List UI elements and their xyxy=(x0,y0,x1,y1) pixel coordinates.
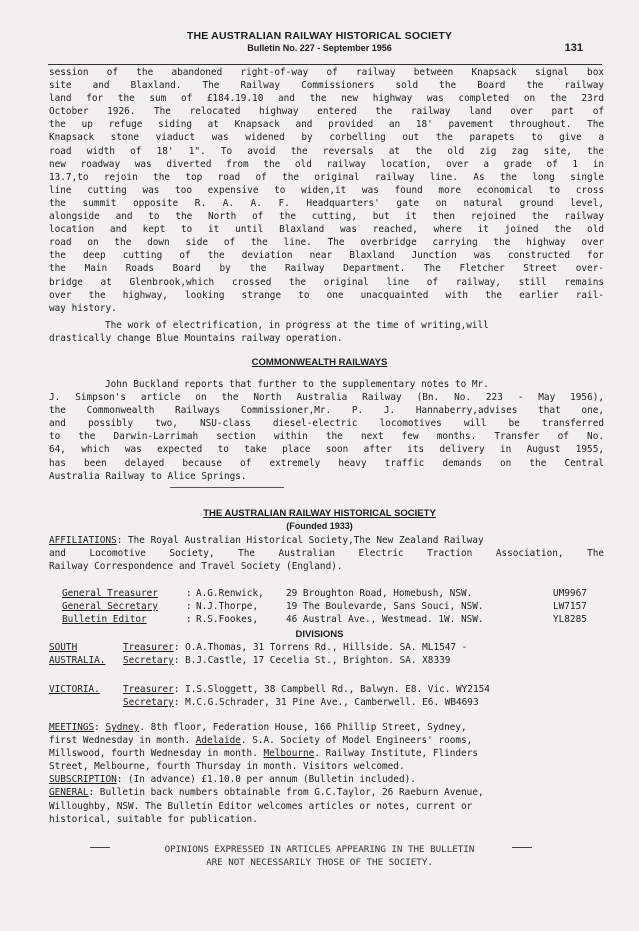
officer-phone: UM9967 xyxy=(553,588,587,599)
vic-secretary-row: Secretary: M.C.G.Schrader, 31 Pine Ave., Camberwell. E6. WB4693 xyxy=(123,697,479,708)
meetings-block: MEETINGS: Sydney. 8th floor, Federation House, 166 Phillip Street, Sydney, first Wednesday in month. Adelaide. S.A. Society of Model Engineers' rooms, Millswood, fourth Wednesday in month. Melbourne. Railway Institute, Flinders Street, Melbourne, fourth Thursday in month. Visitors welcomed. SUBSCRIPTION: (In advance) £1.10.0 per annum (Bulletin included). GENERAL: Bulletin back numbers obtainable from G.C.Taylor, 26 Raeburn Avenue, Willoughby, NSW. The Bulletin Editor welcomes articles or notes, current or historical, suitable for publication. xyxy=(49,721,604,826)
affiliations xyxy=(49,534,604,573)
officer-name: R.S.Fookes, xyxy=(196,614,259,625)
text-line: Knapsack stone viaduct was widened by corbelling out the parapets to give a xyxy=(49,132,604,144)
text-line: the Commonwealth Railways Commissioner,Mr. P. J. Hannaberry,advises that one, xyxy=(49,405,604,417)
colon: : xyxy=(186,614,192,625)
society-title: THE AUSTRALIAN RAILWAY HISTORICAL SOCIETY xyxy=(186,30,453,42)
paragraph-commonwealth xyxy=(49,378,604,483)
text-line: has been delayed because of extremely heavy traffic demands on the Central xyxy=(49,457,604,469)
officer-address: 46 Austral Ave., Westmead. 1W. NSW. xyxy=(286,614,484,625)
text-line: land for the sum of £184.19.10 and the new highway was completed on the 23rd xyxy=(49,93,604,105)
page-number: 131 xyxy=(564,42,583,54)
general-label: GENERAL xyxy=(49,787,89,799)
text-line: John Buckland reports that further to the supplementary notes to Mr. xyxy=(105,379,489,390)
text-line: location and kept to it until Blaxland was reached, where it joined the old xyxy=(49,224,604,236)
text-line: Railway Correspondence and Travel Society (England). xyxy=(49,561,343,573)
text-line: Willoughby, NSW. The Bulletin Editor welcomes articles or notes, current or xyxy=(49,800,473,812)
text-line: The work of electrification, in progress at the time of writing,will xyxy=(105,320,489,331)
page-header xyxy=(0,30,639,53)
disclaimer-line-2: ARE NOT NECESSARILY THOSE OF THE SOCIETY. xyxy=(206,857,433,868)
text-line: and possibly two, NSU-class diesel-electric locomotives will be transferred xyxy=(49,418,604,430)
text-line: 13.7,to rejoin the top road of the original railway line. As the long single xyxy=(49,171,604,183)
text-line: : The Royal Australian Historical Society,The New Zealand Railway xyxy=(116,535,484,546)
officer-address: 29 Broughton Road, Homebush, NSW. xyxy=(286,588,473,599)
officer-phone: LW7157 xyxy=(553,601,587,612)
text-line: session of the abandoned right-of-way of railway between Knapsack signal box xyxy=(49,67,604,78)
text-line: the deep cutting of the deviation near Blaxland Junction was constructed for xyxy=(49,250,604,262)
text-line: bridge at Glenbrook,which crossed the original line of railway, still remains xyxy=(49,276,604,288)
officer-name: A.G.Renwick, xyxy=(196,588,264,599)
text-line: alongside and to the North of the cutting, but it then rejoined the railway xyxy=(49,211,604,223)
text-line: the up refuge siding at Knapsack and provided an 18' pavement throughout. The xyxy=(49,119,604,131)
adelaide-label: Adelaide xyxy=(195,735,241,747)
disclaimer-dash-right xyxy=(512,847,532,848)
section-divider xyxy=(170,487,284,488)
divisions-heading: DIVISIONS xyxy=(295,629,344,640)
text-line: J. Simpson's article on the North Australia Railway (Bn. No. 223 - May 1956), xyxy=(49,392,604,404)
bulletin-number: Bulletin No. 227 - September 1956 xyxy=(247,43,392,53)
text-line: new roadway was diverted from the old railway location, over a grade of 1 in xyxy=(49,158,604,170)
sa-label-2: AUSTRALIA. xyxy=(49,655,106,666)
text-line: to the Darwin-Larrimah section within the next few months. Transfer of No. xyxy=(49,431,604,443)
header-rule xyxy=(48,64,602,65)
text-line: the Main Roads Board by the Railway Department. The Fletcher Street over- xyxy=(49,263,604,275)
text-line: Australia Railway to Alice Springs. xyxy=(49,470,247,482)
text-line: site and Blaxland. The Railway Commissioners sold the Board the railway xyxy=(49,80,604,92)
text-line: over the highway, looking strange to one unacquainted with the earlier rail- xyxy=(49,289,604,301)
text-line: line cutting was too expensive to widen,it was found more economical to cross xyxy=(49,184,604,196)
meetings-label: MEETINGS xyxy=(49,722,95,733)
sa-secretary-row: Secretary: B.J.Castle, 17 Cecelia St., Brighton. SA. X8339 xyxy=(123,655,451,666)
disclaimer-dash-left xyxy=(90,847,110,848)
paragraph-electrification xyxy=(49,319,604,345)
sydney-label: Sydney xyxy=(105,722,140,733)
officer-name: N.J.Thorpe, xyxy=(196,601,259,612)
officer-role: General Treasurer xyxy=(62,588,158,599)
text-line: drastically change Blue Mountains railway operation. xyxy=(49,333,343,345)
melbourne-label: Melbourne xyxy=(263,748,315,760)
disclaimer-line-1: OPINIONS EXPRESSED IN ARTICLES APPEARING IN THE BULLETIN xyxy=(164,844,475,855)
text-line: road width of 18' 1". To avoid the reversals at the old zig zag site, the xyxy=(49,145,604,157)
text-line: road on the down side of the line. The overbridge carrying the highway over xyxy=(49,237,604,249)
text-line: Street, Melbourne, fourth Thursday in month. Visitors welcomed. xyxy=(49,761,405,773)
commonwealth-heading: COMMONWEALTH RAILWAYS xyxy=(251,357,388,368)
officer-role: General Secretary xyxy=(62,601,158,612)
subscription-label: SUBSCRIPTION xyxy=(49,774,117,786)
text-line: way history. xyxy=(49,302,117,314)
paragraph-highway xyxy=(49,66,604,315)
vic-label: VICTORIA. xyxy=(49,684,100,695)
officer-role: Bulletin Editor xyxy=(62,614,147,625)
officer-phone: YL8285 xyxy=(553,614,587,625)
text-line: October 1926. The relocated highway entered the railway land over part of xyxy=(49,106,604,118)
colon: : xyxy=(186,601,192,612)
sa-label-1: SOUTH xyxy=(49,642,78,653)
vic-treasurer-row: Treasurer: I.S.Sloggett, 38 Campbell Rd., Balwyn. E8. Vic. WY2154 xyxy=(123,684,490,695)
colon: : xyxy=(186,588,192,599)
text-line: 64, which was expected to take place soon after its delivery in August 1955, xyxy=(49,444,604,456)
text-line: and Locomotive Society, The Australian Electric Traction Association, The xyxy=(49,548,604,560)
officer-address: 19 The Boulevarde, Sans Souci, NSW. xyxy=(286,601,484,612)
text-line: the summit opposite R. A. A. F. Headquarters' gate on natural ground level, xyxy=(49,197,604,209)
text-line: historical, suitable for publication. xyxy=(49,813,258,825)
founded-text: (Founded 1933) xyxy=(286,521,353,531)
affiliations-label: AFFILIATIONS xyxy=(49,535,117,546)
sa-treasurer-row: Treasurer: O.A.Thomas, 31 Torrens Rd., Hillside. SA. ML1547 - xyxy=(123,642,468,653)
society-heading: THE AUSTRALIAN RAILWAY HISTORICAL SOCIETY xyxy=(203,508,436,519)
